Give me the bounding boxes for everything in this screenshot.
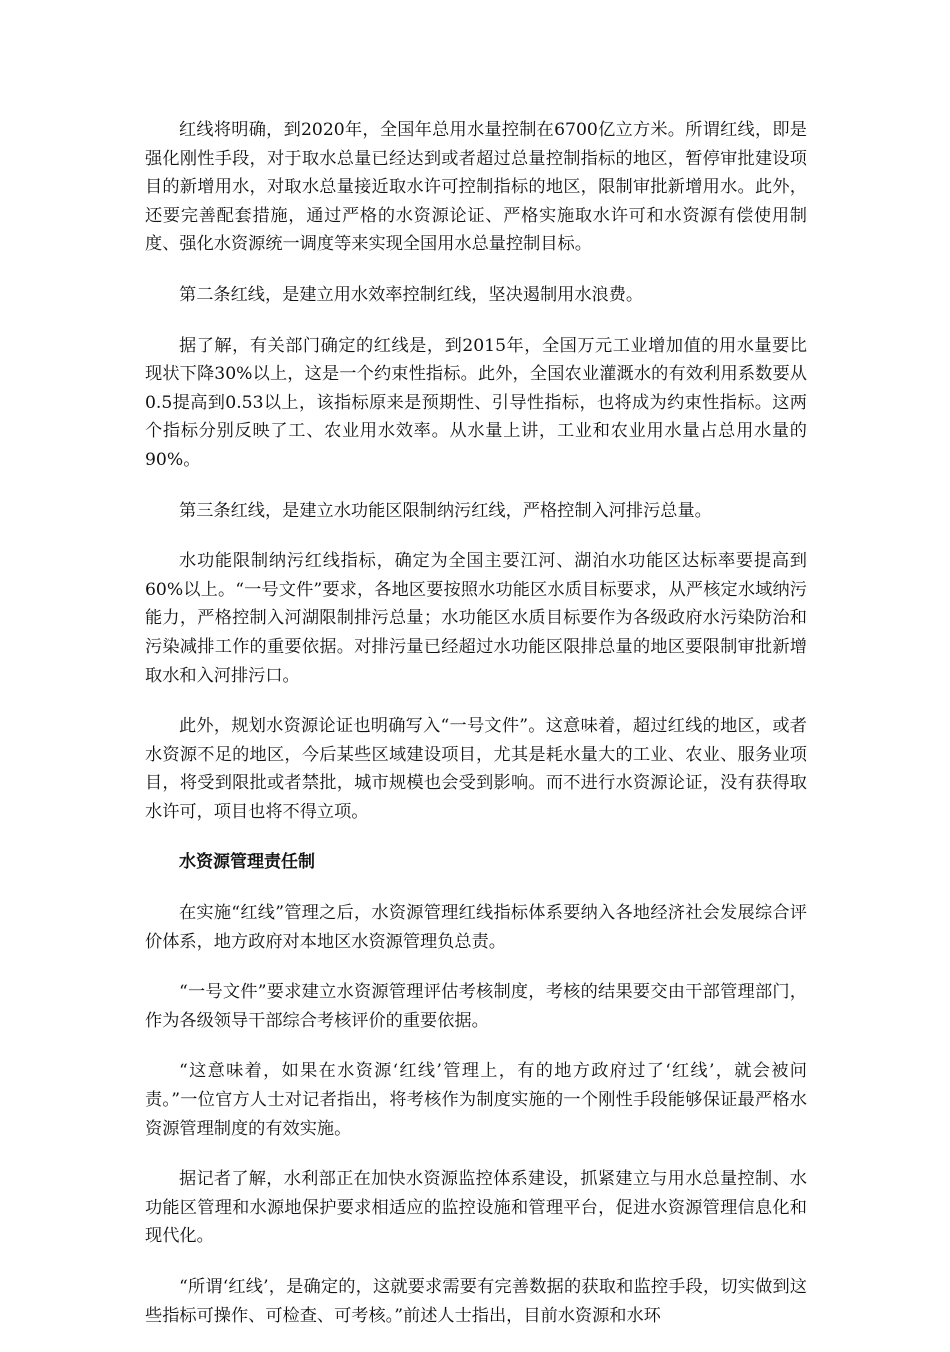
document-page (145, 116, 807, 1352)
paragraph-efficiency-targets: 据了解，有关部门确定的红线是，到2015年，全国万元工业增加值的用水量要比现状下降30%以上，这是一个约束性指标。此外，全国农业灌溉水的有效利用系数要从0.5提高到0.53以上，该指标原来是预期性、引导性指标，也将成为约束性指标。这两个指标分别反映了工、农业用水效率。从水量上讲，工业和农业用水量占总用水量的90%。 (145, 335, 807, 470)
paragraph-second-redline: 第二条红线，是建立用水效率控制红线，坚决遏制用水浪费。 (179, 284, 644, 305)
paragraph-assessment-system: “一号文件”要求建立水资源管理评估考核制度，考核的结果要交由干部管理部门，作为各级领导干部综合考核评价的重要依据。 (145, 982, 807, 1031)
paragraph-accountability-quote: “这意味着，如果在水资源‘红线’管理上，有的地方政府过了‘红线’，就会被问责。”一位官方人士对记者指出，将考核作为制度实施的一个刚性手段能够保证最严格水资源管理制度的有效实施。 (145, 1061, 807, 1139)
paragraph-total-water-redline: 红线将明确，到2020年，全国年总用水量控制在6700亿立方米。所谓红线，即是强化刚性手段，对于取水总量已经达到或者超过总量控制指标的地区，暂停审批建设项目的新增用水，对取水总量接近取水许可控制指标的地区，限制审批新增用水。此外，还要完善配套措施，通过严格的水资源论证、严格实施取水许可和水资源有偿使用制度、强化水资源统一调度等来实现全国用水总量控制目标。 (145, 120, 807, 255)
paragraph-planning-assessment: 此外，规划水资源论证也明确写入“一号文件”。这意味着，超过红线的地区，或者水资源不足的地区，今后某些区域建设项目，尤其是耗水量大的工业、农业、服务业项目，将受到限批或者禁批，城市规模也会受到影响。而不进行水资源论证，没有获得取水许可，项目也将不得立项。 (145, 716, 807, 822)
paragraph-data-requirements: “所谓‘红线’，是确定的，这就要求需要有完善数据的获取和监控手段，切实做到这些指标可操作、可检查、可考核。”前述人士指出，目前水资源和水环 (145, 1277, 807, 1326)
paragraph-monitoring-system: 据记者了解，水利部正在加快水资源监控体系建设，抓紧建立与用水总量控制、水功能区管理和水源地保护要求相适应的监控设施和管理平台，促进水资源管理信息化和现代化。 (145, 1169, 807, 1247)
paragraph-pollution-limits: 水功能限制纳污红线指标，确定为全国主要江河、湖泊水功能区达标率要提高到60%以上。“一号文件”要求，各地区要按照水功能区水质目标要求，从严核定水域纳污能力，严格控制入河湖限制排污总量；水功能区水质目标要作为各级政府水污染防治和污染减排工作的重要依据。对排污量已经超过水功能区限排总量的地区要限制审批新增取水和入河排污口。 (145, 551, 807, 686)
paragraph-evaluation-system: 在实施“红线”管理之后，水资源管理红线指标体系要纳入各地经济社会发展综合评价体系，地方政府对本地区水资源管理负总责。 (145, 903, 807, 952)
section-heading: 水资源管理责任制 (179, 852, 315, 873)
paragraph-third-redline: 第三条红线，是建立水功能区限制纳污红线，严格控制入河排污总量。 (179, 500, 712, 521)
